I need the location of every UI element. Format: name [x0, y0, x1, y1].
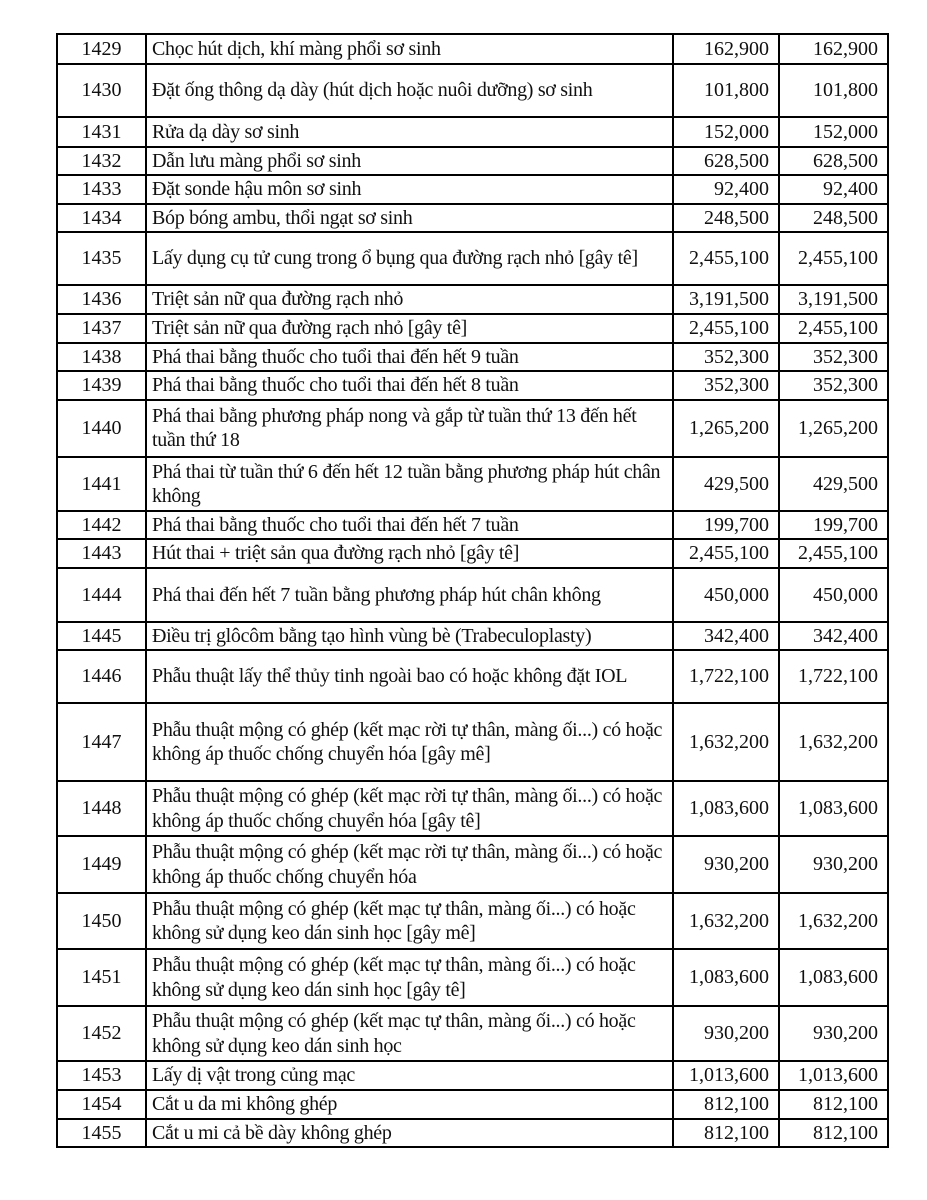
- service-description-cell: Phẫu thuật mộng có ghép (kết mạc tự thân, màng ối...) có hoặc không sử dụng keo dán sinh học: [146, 1006, 673, 1061]
- table-row: [57, 568, 888, 622]
- service-price-cell-1: 450,000: [673, 568, 779, 622]
- service-price-cell-1: 352,300: [673, 371, 779, 400]
- table-row: [57, 371, 888, 400]
- service-description-cell: Bóp bóng ambu, thổi ngạt sơ sinh: [146, 204, 673, 232]
- service-code-cell: 1447: [57, 703, 146, 781]
- service-description-cell: Phẫu thuật mộng có ghép (kết mạc tự thân, màng ối...) có hoặc không sử dụng keo dán sinh học [gây mê]: [146, 893, 673, 949]
- table-row: [57, 147, 888, 175]
- service-description-cell: Chọc hút dịch, khí màng phổi sơ sinh: [146, 34, 673, 64]
- service-price-cell-2: 352,300: [779, 371, 888, 400]
- service-price-cell-1: 199,700: [673, 511, 779, 539]
- service-price-cell-2: 812,100: [779, 1090, 888, 1118]
- service-price-cell-1: 2,455,100: [673, 232, 779, 285]
- service-price-cell-2: 248,500: [779, 204, 888, 232]
- service-code-cell: 1436: [57, 285, 146, 314]
- service-price-cell-2: 3,191,500: [779, 285, 888, 314]
- service-code-cell: 1449: [57, 836, 146, 893]
- service-price-cell-2: 812,100: [779, 1119, 888, 1147]
- table-row: [57, 1090, 888, 1118]
- service-price-cell-2: 1,265,200: [779, 400, 888, 457]
- service-price-cell-2: 930,200: [779, 1006, 888, 1061]
- service-price-cell-1: 1,632,200: [673, 703, 779, 781]
- service-code-cell: 1430: [57, 64, 146, 117]
- service-price-cell-2: 1,083,600: [779, 949, 888, 1006]
- service-price-cell-2: 162,900: [779, 34, 888, 64]
- service-price-cell-2: 1,013,600: [779, 1061, 888, 1090]
- service-code-cell: 1446: [57, 650, 146, 703]
- service-price-cell-2: 2,455,100: [779, 232, 888, 285]
- service-description-cell: Phá thai đến hết 7 tuần bằng phương pháp hút chân không: [146, 568, 673, 622]
- service-code-cell: 1442: [57, 511, 146, 539]
- service-price-cell-1: 930,200: [673, 1006, 779, 1061]
- service-price-cell-1: 1,722,100: [673, 650, 779, 703]
- service-price-cell-2: 628,500: [779, 147, 888, 175]
- service-price-cell-1: 429,500: [673, 457, 779, 511]
- service-code-cell: 1433: [57, 175, 146, 203]
- service-description-cell: Rửa dạ dày sơ sinh: [146, 117, 673, 147]
- service-description-cell: Hút thai + triệt sản qua đường rạch nhỏ [gây tê]: [146, 539, 673, 567]
- table-row: [57, 117, 888, 147]
- service-price-cell-1: 1,013,600: [673, 1061, 779, 1090]
- service-price-cell-2: 92,400: [779, 175, 888, 203]
- service-code-cell: 1450: [57, 893, 146, 949]
- service-code-cell: 1444: [57, 568, 146, 622]
- service-description-cell: Phẫu thuật mộng có ghép (kết mạc rời tự thân, màng ối...) có hoặc không áp thuốc chống chuyển hóa [gây tê]: [146, 781, 673, 836]
- service-price-cell-1: 3,191,500: [673, 285, 779, 314]
- service-price-cell-2: 342,400: [779, 622, 888, 650]
- service-code-cell: 1438: [57, 343, 146, 371]
- table-row: [57, 343, 888, 371]
- service-price-cell-2: 101,800: [779, 64, 888, 117]
- service-code-cell: 1437: [57, 314, 146, 342]
- service-price-cell-2: 152,000: [779, 117, 888, 147]
- service-description-cell: Phẫu thuật lấy thể thủy tinh ngoài bao có hoặc không đặt IOL: [146, 650, 673, 703]
- service-description-cell: Triệt sản nữ qua đường rạch nhỏ [gây tê]: [146, 314, 673, 342]
- table-row: [57, 650, 888, 703]
- service-price-cell-1: 2,455,100: [673, 539, 779, 567]
- service-price-cell-1: 1,265,200: [673, 400, 779, 457]
- service-description-cell: Phá thai bằng thuốc cho tuổi thai đến hết 9 tuần: [146, 343, 673, 371]
- table-row: [57, 457, 888, 511]
- service-price-cell-1: 812,100: [673, 1090, 779, 1118]
- table-row: [57, 622, 888, 650]
- service-code-cell: 1445: [57, 622, 146, 650]
- table-row: [57, 949, 888, 1006]
- table-row: [57, 703, 888, 781]
- service-price-cell-1: 342,400: [673, 622, 779, 650]
- service-description-cell: Phẫu thuật mộng có ghép (kết mạc rời tự thân, màng ối...) có hoặc không áp thuốc chống chuyển hóa [gây mê]: [146, 703, 673, 781]
- service-code-cell: 1454: [57, 1090, 146, 1118]
- service-price-cell-2: 1,722,100: [779, 650, 888, 703]
- table-row: [57, 1006, 888, 1061]
- service-price-cell-2: 1,632,200: [779, 893, 888, 949]
- table-row: [57, 893, 888, 949]
- service-code-cell: 1441: [57, 457, 146, 511]
- service-description-cell: Dẫn lưu màng phổi sơ sinh: [146, 147, 673, 175]
- service-price-cell-2: 930,200: [779, 836, 888, 893]
- service-price-cell-1: 812,100: [673, 1119, 779, 1147]
- service-code-cell: 1440: [57, 400, 146, 457]
- table-row: [57, 400, 888, 457]
- service-description-cell: Phẫu thuật mộng có ghép (kết mạc rời tự thân, màng ối...) có hoặc không áp thuốc chống chuyển hóa: [146, 836, 673, 893]
- service-code-cell: 1432: [57, 147, 146, 175]
- service-description-cell: Đặt sonde hậu môn sơ sinh: [146, 175, 673, 203]
- table-row: [57, 314, 888, 342]
- service-price-cell-2: 429,500: [779, 457, 888, 511]
- service-price-cell-1: 248,500: [673, 204, 779, 232]
- service-price-cell-2: 352,300: [779, 343, 888, 371]
- service-code-cell: 1434: [57, 204, 146, 232]
- service-description-cell: Phá thai bằng thuốc cho tuổi thai đến hết 8 tuần: [146, 371, 673, 400]
- table-body: [57, 34, 888, 1147]
- service-price-cell-1: 930,200: [673, 836, 779, 893]
- table-row: [57, 285, 888, 314]
- service-description-cell: Đặt ống thông dạ dày (hút dịch hoặc nuôi dưỡng) sơ sinh: [146, 64, 673, 117]
- service-description-cell: Cắt u da mi không ghép: [146, 1090, 673, 1118]
- service-price-cell-2: 199,700: [779, 511, 888, 539]
- service-code-cell: 1443: [57, 539, 146, 567]
- service-code-cell: 1455: [57, 1119, 146, 1147]
- service-description-cell: Phẫu thuật mộng có ghép (kết mạc tự thân, màng ối...) có hoặc không sử dụng keo dán sinh học [gây tê]: [146, 949, 673, 1006]
- service-description-cell: Cắt u mi cả bề dày không ghép: [146, 1119, 673, 1147]
- service-description-cell: Phá thai bằng phương pháp nong và gắp từ tuần thứ 13 đến hết tuần thứ 18: [146, 400, 673, 457]
- service-description-cell: Lấy dị vật trong củng mạc: [146, 1061, 673, 1090]
- service-price-cell-1: 1,083,600: [673, 949, 779, 1006]
- service-code-cell: 1439: [57, 371, 146, 400]
- service-description-cell: Lấy dụng cụ tử cung trong ổ bụng qua đường rạch nhỏ [gây tê]: [146, 232, 673, 285]
- service-price-cell-2: 2,455,100: [779, 539, 888, 567]
- table-row: [57, 836, 888, 893]
- service-price-cell-2: 1,632,200: [779, 703, 888, 781]
- service-description-cell: Phá thai bằng thuốc cho tuổi thai đến hết 7 tuần: [146, 511, 673, 539]
- service-price-cell-1: 101,800: [673, 64, 779, 117]
- table-row: [57, 511, 888, 539]
- service-price-cell-2: 450,000: [779, 568, 888, 622]
- service-code-cell: 1451: [57, 949, 146, 1006]
- service-code-cell: 1452: [57, 1006, 146, 1061]
- service-price-cell-1: 1,083,600: [673, 781, 779, 836]
- service-code-cell: 1448: [57, 781, 146, 836]
- service-price-cell-1: 628,500: [673, 147, 779, 175]
- table-row: [57, 1119, 888, 1147]
- service-description-cell: Phá thai từ tuần thứ 6 đến hết 12 tuần bằng phương pháp hút chân không: [146, 457, 673, 511]
- service-price-cell-1: 352,300: [673, 343, 779, 371]
- service-description-cell: Điều trị glôcôm bằng tạo hình vùng bè (Trabeculoplasty): [146, 622, 673, 650]
- table-row: [57, 781, 888, 836]
- service-price-cell-1: 162,900: [673, 34, 779, 64]
- table-row: [57, 34, 888, 64]
- service-code-cell: 1431: [57, 117, 146, 147]
- table-row: [57, 232, 888, 285]
- service-price-cell-2: 2,455,100: [779, 314, 888, 342]
- table-row: [57, 1061, 888, 1090]
- service-price-table: [56, 33, 889, 1148]
- service-price-cell-2: 1,083,600: [779, 781, 888, 836]
- table-row: [57, 175, 888, 203]
- table-row: [57, 64, 888, 117]
- service-price-cell-1: 1,632,200: [673, 893, 779, 949]
- table-row: [57, 539, 888, 567]
- service-description-cell: Triệt sản nữ qua đường rạch nhỏ: [146, 285, 673, 314]
- service-price-cell-1: 2,455,100: [673, 314, 779, 342]
- table-row: [57, 204, 888, 232]
- service-price-cell-1: 152,000: [673, 117, 779, 147]
- service-code-cell: 1435: [57, 232, 146, 285]
- service-code-cell: 1453: [57, 1061, 146, 1090]
- service-price-cell-1: 92,400: [673, 175, 779, 203]
- service-code-cell: 1429: [57, 34, 146, 64]
